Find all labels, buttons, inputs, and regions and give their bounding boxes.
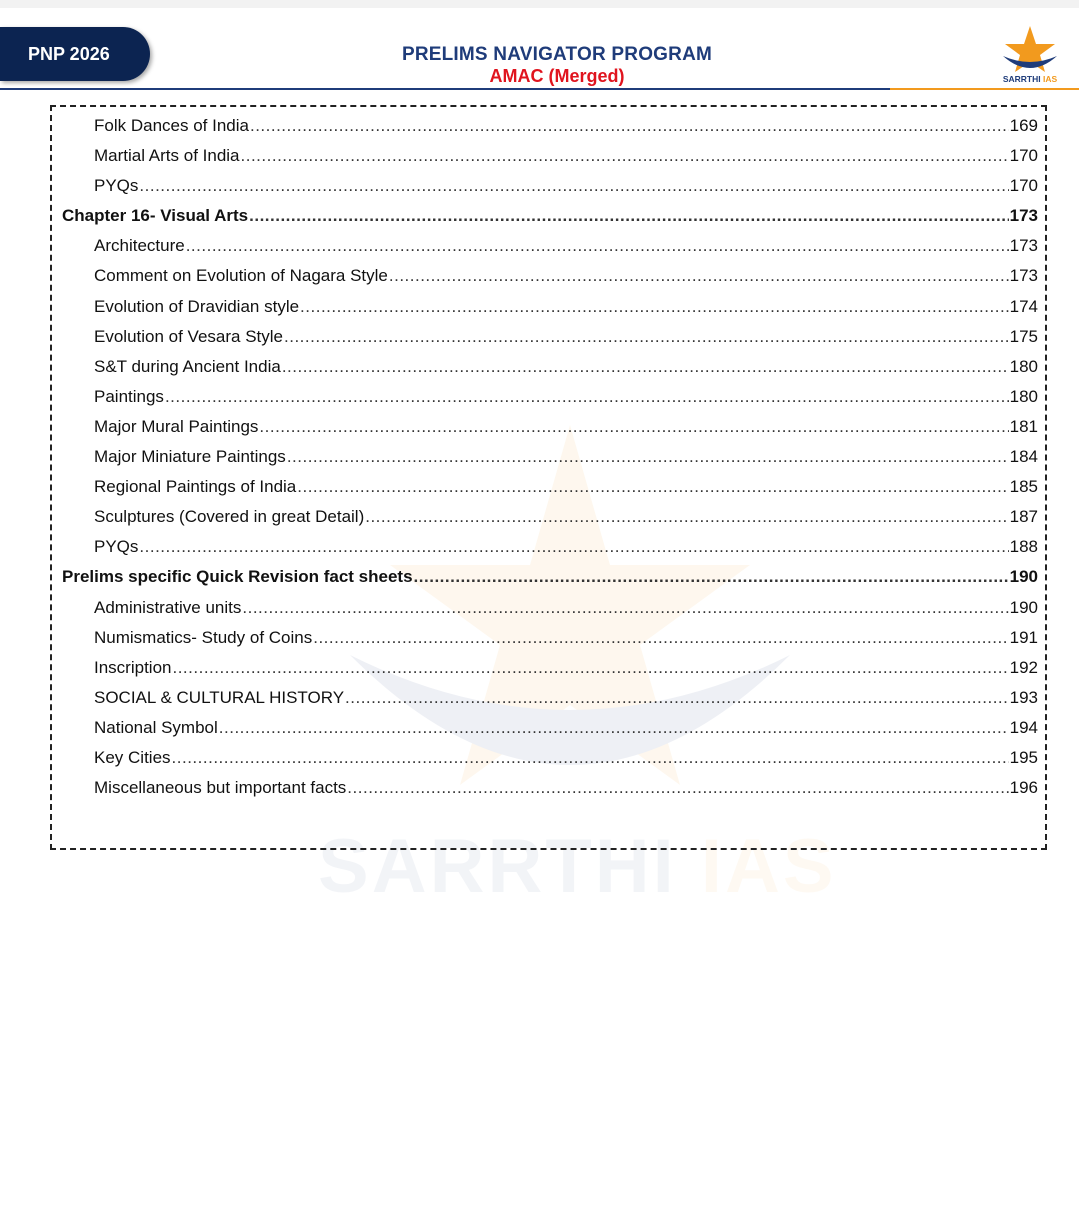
toc-entry-title: Regional Paintings of India bbox=[94, 477, 297, 497]
table-of-contents bbox=[50, 105, 1047, 850]
toc-entry[interactable] bbox=[62, 688, 1038, 718]
toc-dot-leader bbox=[389, 266, 1009, 286]
toc-entry[interactable] bbox=[62, 477, 1038, 507]
toc-entry[interactable] bbox=[62, 537, 1038, 567]
toc-entry[interactable] bbox=[62, 266, 1038, 296]
toc-page-number: 185 bbox=[1009, 477, 1038, 497]
toc-entry[interactable] bbox=[62, 658, 1038, 688]
toc-chapter-entry[interactable] bbox=[62, 567, 1038, 597]
toc-dot-leader bbox=[172, 658, 1008, 678]
toc-dot-leader bbox=[186, 236, 1009, 256]
program-badge: PNP 2026 bbox=[0, 27, 150, 81]
toc-entry-title: Miscellaneous but important facts bbox=[94, 778, 347, 798]
toc-dot-leader bbox=[259, 417, 1008, 437]
logo-wordmark bbox=[996, 74, 1064, 84]
toc-page-number: 184 bbox=[1009, 447, 1038, 467]
toc-dot-leader bbox=[242, 598, 1008, 618]
toc-page-number: 190 bbox=[1009, 567, 1038, 587]
logo-name: SARRTHI bbox=[1002, 74, 1041, 84]
toc-entry[interactable] bbox=[62, 628, 1038, 658]
toc-entry-title: Evolution of Vesara Style bbox=[94, 326, 284, 346]
header-rule-orange bbox=[890, 88, 1079, 90]
toc-page-number: 192 bbox=[1009, 657, 1038, 677]
toc-entry-title: Architecture bbox=[94, 236, 185, 256]
toc-entry[interactable] bbox=[62, 176, 1038, 206]
toc-dot-leader bbox=[300, 297, 1009, 317]
toc-page-number: 194 bbox=[1009, 717, 1038, 737]
toc-entry[interactable] bbox=[62, 748, 1038, 778]
toc-entry[interactable] bbox=[62, 297, 1038, 327]
toc-list bbox=[62, 116, 1038, 808]
watermark-suffix: IAS bbox=[700, 824, 837, 909]
toc-entry[interactable] bbox=[62, 718, 1038, 748]
toc-entry[interactable] bbox=[62, 778, 1038, 808]
toc-entry-title: Paintings bbox=[94, 386, 164, 406]
toc-page-number: 180 bbox=[1009, 356, 1038, 376]
toc-dot-leader bbox=[313, 628, 1008, 648]
toc-dot-leader bbox=[165, 387, 1009, 407]
toc-page-number: 180 bbox=[1009, 386, 1038, 406]
toc-page-number: 169 bbox=[1009, 116, 1038, 135]
toc-entry-title: SOCIAL & CULTURAL HISTORY bbox=[94, 687, 345, 707]
toc-dot-leader bbox=[414, 567, 1009, 587]
toc-entry-title: Comment on Evolution of Nagara Style bbox=[94, 266, 388, 286]
toc-dot-leader bbox=[219, 718, 1009, 738]
toc-dot-leader bbox=[172, 748, 1009, 768]
toc-entry-title: Numismatics- Study of Coins bbox=[94, 627, 313, 647]
logo-suffix: IAS bbox=[1042, 74, 1058, 84]
toc-page-number: 190 bbox=[1009, 597, 1038, 617]
toc-entry[interactable] bbox=[62, 146, 1038, 176]
toc-dot-leader bbox=[345, 688, 1009, 708]
toc-entry[interactable] bbox=[62, 387, 1038, 417]
toc-entry-title: Prelims specific Quick Revision fact sheets bbox=[62, 567, 413, 587]
toc-page-number: 191 bbox=[1009, 627, 1038, 647]
toc-entry[interactable] bbox=[62, 447, 1038, 477]
toc-entry-title: Folk Dances of India bbox=[94, 116, 249, 135]
toc-page-number: 174 bbox=[1009, 296, 1038, 316]
toc-entry-title: Sculptures (Covered in great Detail) bbox=[94, 507, 365, 527]
toc-entry-title: National Symbol bbox=[94, 717, 218, 737]
toc-entry-title: Inscription bbox=[94, 657, 172, 677]
toc-dot-leader bbox=[250, 116, 1009, 136]
toc-entry-title: Key Cities bbox=[94, 747, 171, 767]
toc-page-number: 173 bbox=[1009, 206, 1038, 226]
toc-entry[interactable] bbox=[62, 327, 1038, 357]
toc-dot-leader bbox=[282, 357, 1009, 377]
toc-page-number: 173 bbox=[1009, 266, 1038, 286]
toc-page-number: 187 bbox=[1009, 507, 1038, 527]
toc-page-number: 196 bbox=[1009, 778, 1038, 798]
toc-page-number: 188 bbox=[1009, 537, 1038, 557]
watermark-name: SARRTHI bbox=[318, 824, 677, 909]
toc-dot-leader bbox=[139, 537, 1008, 557]
toc-page-number: 170 bbox=[1009, 176, 1038, 196]
toc-entry[interactable] bbox=[62, 236, 1038, 266]
toc-page-number: 181 bbox=[1009, 416, 1038, 436]
toc-entry-title: PYQs bbox=[94, 537, 139, 557]
toc-page-number: 173 bbox=[1009, 236, 1038, 256]
toc-entry[interactable] bbox=[62, 507, 1038, 537]
page-subtitle: AMAC (Merged) bbox=[489, 66, 625, 86]
toc-page-number: 193 bbox=[1009, 687, 1038, 707]
toc-page-number: 170 bbox=[1009, 146, 1038, 166]
toc-dot-leader bbox=[241, 146, 1009, 166]
toc-dot-leader bbox=[365, 507, 1008, 527]
toc-dot-leader bbox=[284, 327, 1009, 347]
toc-chapter-entry[interactable] bbox=[62, 206, 1038, 236]
toc-entry[interactable] bbox=[62, 357, 1038, 387]
toc-dot-leader bbox=[249, 206, 1009, 226]
toc-dot-leader bbox=[287, 447, 1009, 467]
toc-entry-title: Major Mural Paintings bbox=[94, 416, 259, 436]
toc-entry[interactable] bbox=[62, 417, 1038, 447]
toc-entry[interactable] bbox=[62, 116, 1038, 146]
toc-entry-title: PYQs bbox=[94, 176, 139, 196]
toc-page-number: 195 bbox=[1009, 747, 1038, 767]
toc-entry-title: Major Miniature Paintings bbox=[94, 447, 286, 467]
toc-entry-title: Chapter 16- Visual Arts bbox=[62, 206, 249, 226]
toc-entry-title: Martial Arts of India bbox=[94, 146, 240, 166]
toc-entry-title: S&T during Ancient India bbox=[94, 356, 281, 376]
toc-page-number: 175 bbox=[1009, 326, 1038, 346]
toc-dot-leader bbox=[347, 778, 1008, 798]
toc-entry-title: Administrative units bbox=[94, 597, 242, 617]
top-strip bbox=[0, 0, 1079, 8]
toc-entry[interactable] bbox=[62, 598, 1038, 628]
toc-entry-title: Evolution of Dravidian style bbox=[94, 296, 300, 316]
page-title: PRELIMS NAVIGATOR PROGRAM bbox=[401, 44, 713, 65]
toc-dot-leader bbox=[297, 477, 1008, 497]
toc-dot-leader bbox=[139, 176, 1008, 196]
header-rule-blue bbox=[0, 88, 890, 90]
